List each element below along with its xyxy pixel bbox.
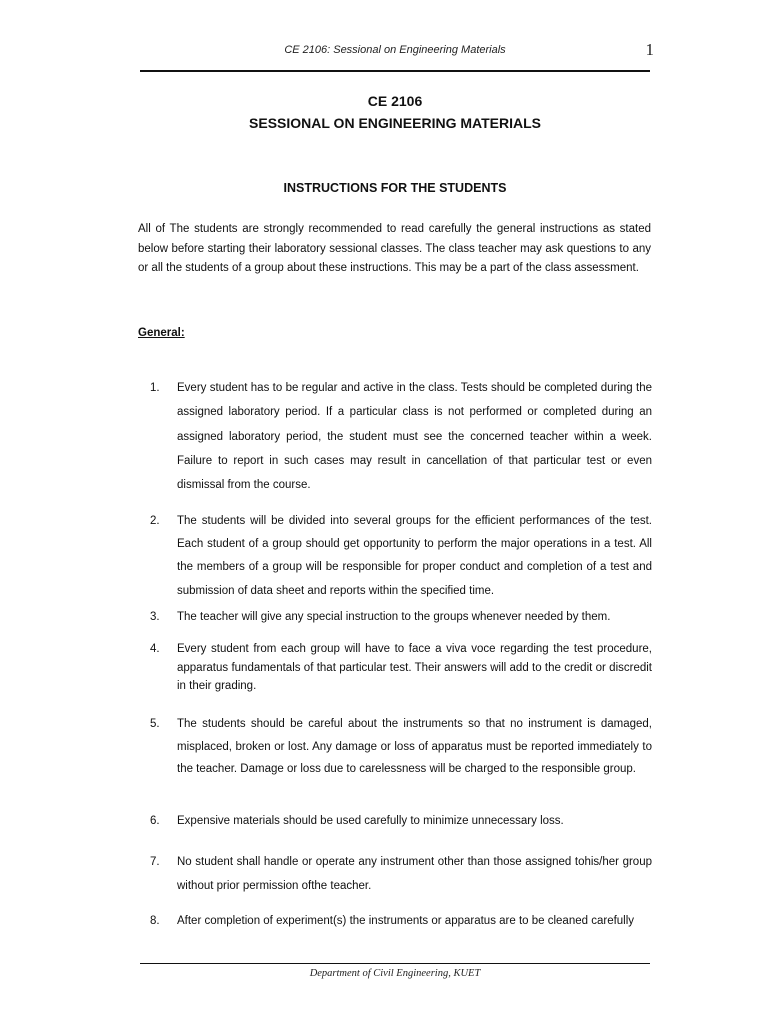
list-item [150,510,652,603]
header-divider [140,70,650,72]
page-number: 1 [645,40,654,59]
list-item-number: 2. [150,515,160,527]
list-item-text: The students will be divided into several groups for the efficient performances of the test. Each student of a group should get opportunity to perform the major operations in a test. All the members of a group will be responsible for proper conduct and completion of a test and submission of data sheet and reports within the specified time. [177,515,652,597]
list-item [150,713,652,781]
list-item-number: 7. [150,856,160,868]
list-item-text: Expensive materials should be used carefully to minimize unnecessary loss. [177,815,564,827]
footer-text: Department of Civil Engineering, KUET [309,968,481,979]
section-title: INSTRUCTIONS FOR THE STUDENTS [283,181,507,195]
list-item [150,640,652,696]
list-item-number: 6. [150,815,160,827]
list-item-text: No student shall handle or operate any instrument other than those assigned tohis/her group without prior permission ofthe teacher. [177,856,652,892]
list-item [150,912,652,931]
list-item [150,608,652,627]
list-item-number: 8. [150,915,160,927]
list-item-text: After completion of experiment(s) the instruments or apparatus are to be cleaned carefully [177,915,635,927]
list-item-number: 1. [150,382,160,394]
list-item [150,812,652,831]
list-item-number: 5. [150,718,160,730]
intro-paragraph: All of The students are strongly recommended to read carefully the general instructions as stated below before starting their laboratory sessional classes. The class teacher may ask questions to any or all the students of a group about these instructions. This may be a part of the class assessment. [138,223,651,274]
list-item-text: Every student from each group will have to face a viva voce regarding the test procedure, apparatus fundamentals of that particular test. Their answers will add to the credit or discredit in their grading. [177,643,652,692]
general-heading: General: [138,327,185,339]
list-item-text: The students should be careful about the instruments so that no instrument is damaged, misplaced, broken or lost. Any damage or loss of apparatus must be reported immediately to the teacher. Damage or loss due to carelessness will be charged to the responsible group. [177,718,652,775]
list-item-text: Every student has to be regular and active in the class. Tests should be completed during the assigned laboratory period. If a particular class is not performed or completed during an assigned laboratory period, the student must see the concerned teacher within a week. Failure to report in such cases may result in cancellation of that particular test or even dismissal from the course. [177,382,652,492]
course-code: CE 2106 [367,93,423,109]
list-item [150,376,652,497]
running-header: CE 2106: Sessional on Engineering Materials [284,44,506,56]
list-item-number: 3. [150,611,160,623]
footer-divider [140,963,650,964]
course-title: SESSIONAL ON ENGINEERING MATERIALS [249,115,541,131]
list-item-text: The teacher will give any special instruction to the groups whenever needed by them. [177,611,611,623]
list-item-number: 4. [150,643,160,655]
list-item [150,850,652,898]
